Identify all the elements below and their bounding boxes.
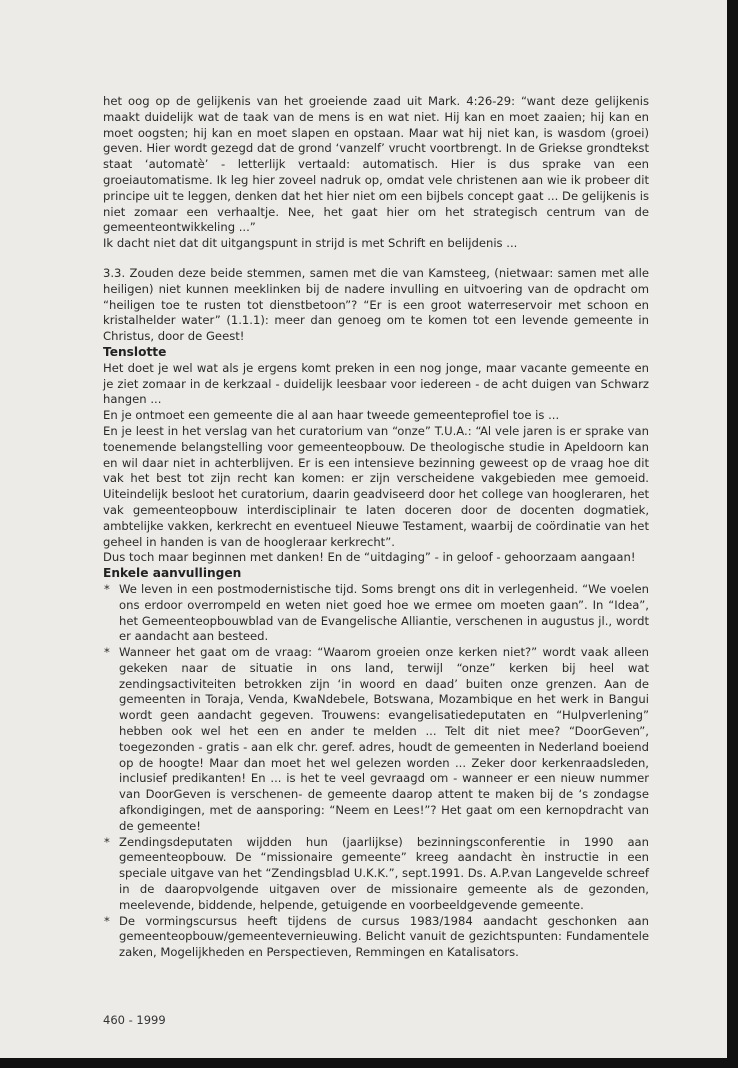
- paragraph-section-3-3: 3.3. Zouden deze beide stemmen, samen met die van Kamsteeg, (nietwaar: samen met alle heiligen) niet kunnen meeklinken bij de nadere invulling en uitvoering van de opdracht om “heiligen toe te rusten tot dienstbetoon”? “Er is een groot waterreservoir met schoon en kristalhelder water” (1.1.1): meer dan genoeg om te komen tot een levende gemeente in Christus, door de Geest!: [103, 265, 649, 344]
- paragraph-tenslotte-2: En je ontmoet een gemeente die al aan haar tweede gemeenteprofiel toe is ...: [103, 408, 560, 423]
- bullet-mark: *: [104, 913, 110, 928]
- paragraph-tenslotte-1: Het doet je wel wat als je ergens komt preken in een nog jonge, maar vacante gemeente en je ziet zomaar in de kerkzaal - duidelijk leesbaar voor iedereen - de acht duigen van Schwarz hangen ...: [103, 360, 649, 407]
- paragraph-tenslotte-4: Dus toch maar beginnen met danken! En de “uitdaging” - in geloof - gehoorzaam aangaan!: [103, 550, 636, 565]
- paragraph-intro-closing: Ik dacht niet dat dit uitgangspunt in strijd is met Schrift en belijdenis ...: [103, 236, 518, 251]
- bullet-mark: *: [104, 645, 110, 660]
- bullet-mark: *: [104, 834, 110, 849]
- bullet-text: De vormingscursus heeft tijdens de cursus 1983/1984 aandacht geschonken aan gemeenteopbouw/gemeentevernieuwing. Belicht vanuit de gezichtspunten: Fundamentele zaken, Mogelijkheden en Perspectieven, Remmingen en Katalisators.: [119, 913, 649, 960]
- bullet-item-mission: [103, 645, 649, 835]
- paragraph-gap: [103, 252, 649, 266]
- paragraph-tenslotte-3: En je leest in het verslag van het curatorium van “onze” T.U.A.: “Al vele jaren is er sprake van toenemende belangstelling voor gemeenteopbouw. De theologische studie in Apeldoorn kan en wil daar niet in achterblijven. Er is een intensieve bezinning geweest op de vraag hoe dit vak het best tot zijn recht kan komen: er zijn verscheidene vakgebieden mee gemoeid. Uiteindelijk besloot het curatorium, daarin geadviseerd door het college van hoogleraren, het vak gemeenteopbouw interdisciplinair te laten doceren door de docenten dogmatiek, ambtelijke vakken, kerkrecht en eventueel Nieuwe Testament, waarbij de coördinatie van het geheel in handen is van de hoogleraar kerkrecht”.: [103, 423, 649, 549]
- scan-edge-right: [727, 0, 738, 1068]
- bullet-item-course: [103, 914, 649, 961]
- heading-tenslotte: Tenslotte: [103, 344, 167, 359]
- scan-edge-bottom: [0, 1058, 738, 1068]
- heading-aanvullingen: Enkele aanvullingen: [103, 566, 242, 581]
- bullet-text: Wanneer het gaat om de vraag: “Waarom groeien onze kerken niet?” wordt vaak alleen gekeken naar de situatie in ons land, terwijl “onze” kerken bij heel wat zendingsactiviteiten betrokken zijn ‘in woord en daad’ buiten onze grenzen. Aan de gemeenten in Toraja, Venda, KwaNdebele, Botswana, Mozambique en het werk in Bangui wordt geen aandacht gegeven. Trouwens: evangelisatiedeputaten en “Hulpverlening” hebben ook wel het een en ander te melden ... Telt dit niet mee? “DoorGeven”, toegezonden - gratis - aan elk chr. geref. adres, houdt de gemeenten in Nederland boeiend op de hoogte! Maar dan moet het wel gelezen worden ... Zeker door kerkenraadsleden, inclusief predikanten! En ... is het te veel gevraagd om - wanneer er een nieuw nummer van DoorGeven is verschenen- de gemeente daarop attent te maken bij de ‘s zondagse afkondigingen, met de aansporing: “Neem en Lees!”? Het gaat om een kernopdracht van de gemeente!: [119, 645, 649, 833]
- bullet-item-postmodernism: [103, 582, 649, 645]
- bullet-mark: *: [104, 581, 110, 596]
- bullet-text: We leven in een postmodernistische tijd. Soms brengt ons dit in verlegenheid. “We voelen ons erdoor overrompeld en weten niet goed hoe we ermee om moeten gaan”. In “Idea”, het Gemeenteopbouwblad van de Evangelische Alliantie, verschenen in augustus jl., wordt er aandacht aan besteed.: [119, 581, 649, 644]
- bullet-item-conference: [103, 835, 649, 914]
- page-footer: 460 - 1999: [103, 1013, 166, 1027]
- paragraph-intro: het oog op de gelijkenis van het groeiende zaad uit Mark. 4:26-29: “want deze gelijkenis maakt duidelijk wat de taak van de mens is en wat niet. Hij kan en moet zaaien; hij kan en moet oogsten; hij kan en moet slapen en opstaan. Maar wat hij niet kan, is wasdom (groei) geven. Hier wordt gezegd dat de grond ‘vanzelf’ vrucht voortbrengt. In de Griekse grondtekst staat ‘automatè’ - letterlijk vertaald: automatisch. Hier is dus sprake van een groeiautomatisme. Ik leg hier zoveel nadruk op, omdat vele christenen aan wie ik probeer dit principe uit te leggen, denken dat het hier niet om een bijbels concept gaat ... De gelijkenis is niet zomaar een verhaaltje. Nee, het gaat hier om het strategisch centrum van de gemeenteontwikkeling ...”: [103, 94, 649, 235]
- bullet-text: Zendingsdeputaten wijdden hun (jaarlijkse) bezinningsconferentie in 1990 aan gemeenteopbouw. De “missionaire gemeente” kreeg aandacht èn instructie in een speciale uitgave van het “Zendingsblad U.K.K.”, sept.1991. Ds. A.P.van Langevelde schreef in de daaropvolgende uitgaven over de missionaire gemeente als de gezonden, meelevende, biddende, helpende, getuigende en voorbeeldgevende gemeente.: [119, 834, 649, 912]
- article-body: [103, 94, 649, 961]
